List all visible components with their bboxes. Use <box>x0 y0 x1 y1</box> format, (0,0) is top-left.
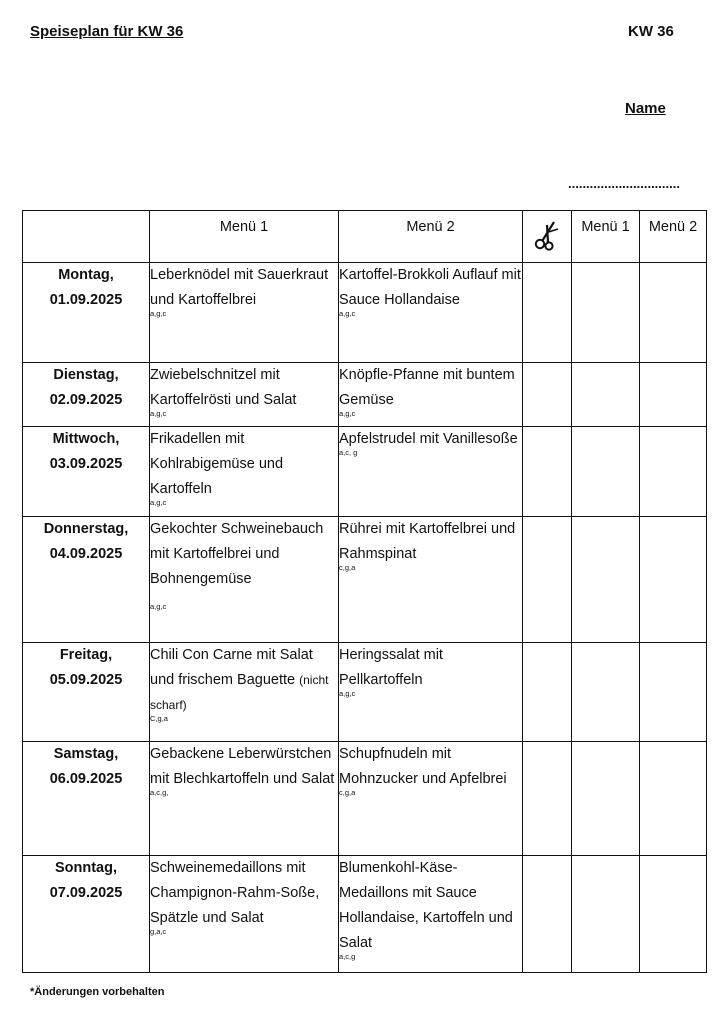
name-field-line[interactable]: ............................... <box>568 176 680 191</box>
allergen-codes: a,g,c <box>150 309 167 318</box>
allergen-codes: a,c,g, <box>150 788 169 797</box>
menu2-cell: Knöpfle-Pfanne mit buntem Gemüse a,g,c <box>339 363 523 427</box>
scissors-cell <box>523 643 572 742</box>
table-row <box>23 427 707 517</box>
allergen-codes: c,g,a <box>339 563 356 572</box>
menu2-cell: Schupfnudeln mit Mohnzucker und Apfelbrei c,g,a <box>339 742 523 856</box>
table-row <box>23 742 707 856</box>
day-cell: Montag, 01.09.2025 <box>23 263 150 363</box>
menu1-cell: Schweinemedaillons mit Champignon-Rahm-Soße, Spätzle und Salat g,a,c <box>150 856 339 973</box>
allergen-codes: g,a,c <box>150 927 167 936</box>
order-menu2-checkbox[interactable] <box>640 856 707 973</box>
day-cell: Samstag, 06.09.2025 <box>23 742 150 856</box>
order-menu1-checkbox[interactable] <box>572 643 640 742</box>
page-title: Speiseplan für KW 36 <box>30 23 184 40</box>
menu1-cell: Zwiebelschnitzel mit Kartoffelrösti und Salat a,g,c <box>150 363 339 427</box>
allergen-codes: a,g,c <box>339 309 356 318</box>
menu1-cell: Chili Con Carne mit Salat und frischem Baguette (nicht scharf) C,g,a <box>150 643 339 742</box>
day-cell: Mittwoch, 03.09.2025 <box>23 427 150 517</box>
menu1-column-header: Menü 1 <box>150 211 339 263</box>
menu2-column-header: Menü 2 <box>339 211 523 263</box>
allergen-codes: a,g,c <box>339 689 356 698</box>
order-menu2-checkbox[interactable] <box>640 643 707 742</box>
allergen-codes: C,g,a <box>150 714 168 723</box>
spice-note: (nicht scharf) <box>150 673 329 712</box>
order-menu2-checkbox[interactable] <box>640 363 707 427</box>
table-row <box>23 517 707 643</box>
order-menu2-checkbox[interactable] <box>640 517 707 643</box>
table-row <box>23 263 707 363</box>
scissors-cell <box>523 517 572 643</box>
menu2-cell: Heringssalat mit Pellkartoffeln a,g,c <box>339 643 523 742</box>
order-menu2-checkbox[interactable] <box>640 742 707 856</box>
allergen-codes: a,g,c <box>150 602 167 611</box>
menu2-cell: Kartoffel-Brokkoli Auflauf mit Sauce Hollandaise a,g,c <box>339 263 523 363</box>
menu-table <box>22 210 707 973</box>
table-row <box>23 856 707 973</box>
week-label: KW 36 <box>628 23 674 40</box>
table-row <box>23 643 707 742</box>
order-menu1-checkbox[interactable] <box>572 363 640 427</box>
allergen-codes: a,c, g <box>339 448 358 457</box>
scissors-column-header <box>523 211 572 263</box>
allergen-codes: c,g,a <box>339 788 356 797</box>
menu2-cell: Apfelstrudel mit Vanillesoße a,c, g <box>339 427 523 517</box>
menu1-cell: Gebackene Leberwürstchen mit Blechkartoffeln und Salat a,c,g, <box>150 742 339 856</box>
allergen-codes: a,g,c <box>339 409 356 418</box>
day-cell: Dienstag, 02.09.2025 <box>23 363 150 427</box>
order-menu2-checkbox[interactable] <box>640 427 707 517</box>
scissors-cell <box>523 263 572 363</box>
order-menu1-checkbox[interactable] <box>572 856 640 973</box>
menu1-cell: Leberknödel mit Sauerkraut und Kartoffelbrei a,g,c <box>150 263 339 363</box>
menu1-cell: Frikadellen mit Kohlrabigemüse und Kartoffeln a,g,c <box>150 427 339 517</box>
footnote: *Änderungen vorbehalten <box>30 986 165 998</box>
scissors-cell <box>523 427 572 517</box>
order-menu2-column-header: Menü 2 <box>640 211 707 263</box>
name-label: Name <box>625 100 666 117</box>
scissors-cell <box>523 363 572 427</box>
order-menu1-checkbox[interactable] <box>572 742 640 856</box>
scissors-cell <box>523 856 572 973</box>
order-menu2-checkbox[interactable] <box>640 263 707 363</box>
day-column-header <box>23 211 150 263</box>
table-row <box>23 363 707 427</box>
order-menu1-checkbox[interactable] <box>572 517 640 643</box>
allergen-codes: a,g,c <box>150 409 167 418</box>
menu1-cell: Gekochter Schweinebauch mit Kartoffelbrei und Bohnengemüse a,g,c <box>150 517 339 643</box>
allergen-codes: a,c,g <box>339 952 356 961</box>
order-menu1-column-header: Menü 1 <box>572 211 640 263</box>
scissors-cell <box>523 742 572 856</box>
order-menu1-checkbox[interactable] <box>572 263 640 363</box>
menu2-cell: Blumenkohl-Käse-Medaillons mit Sauce Hollandaise, Kartoffeln und Salat a,c,g <box>339 856 523 973</box>
allergen-codes: a,g,c <box>150 498 167 507</box>
order-menu1-checkbox[interactable] <box>572 427 640 517</box>
menu2-cell: Rührei mit Kartoffelbrei und Rahmspinat c,g,a <box>339 517 523 643</box>
table-header-row <box>23 211 707 263</box>
scissors-icon <box>532 219 562 251</box>
day-cell: Freitag, 05.09.2025 <box>23 643 150 742</box>
day-cell: Donnerstag, 04.09.2025 <box>23 517 150 643</box>
day-cell: Sonntag, 07.09.2025 <box>23 856 150 973</box>
